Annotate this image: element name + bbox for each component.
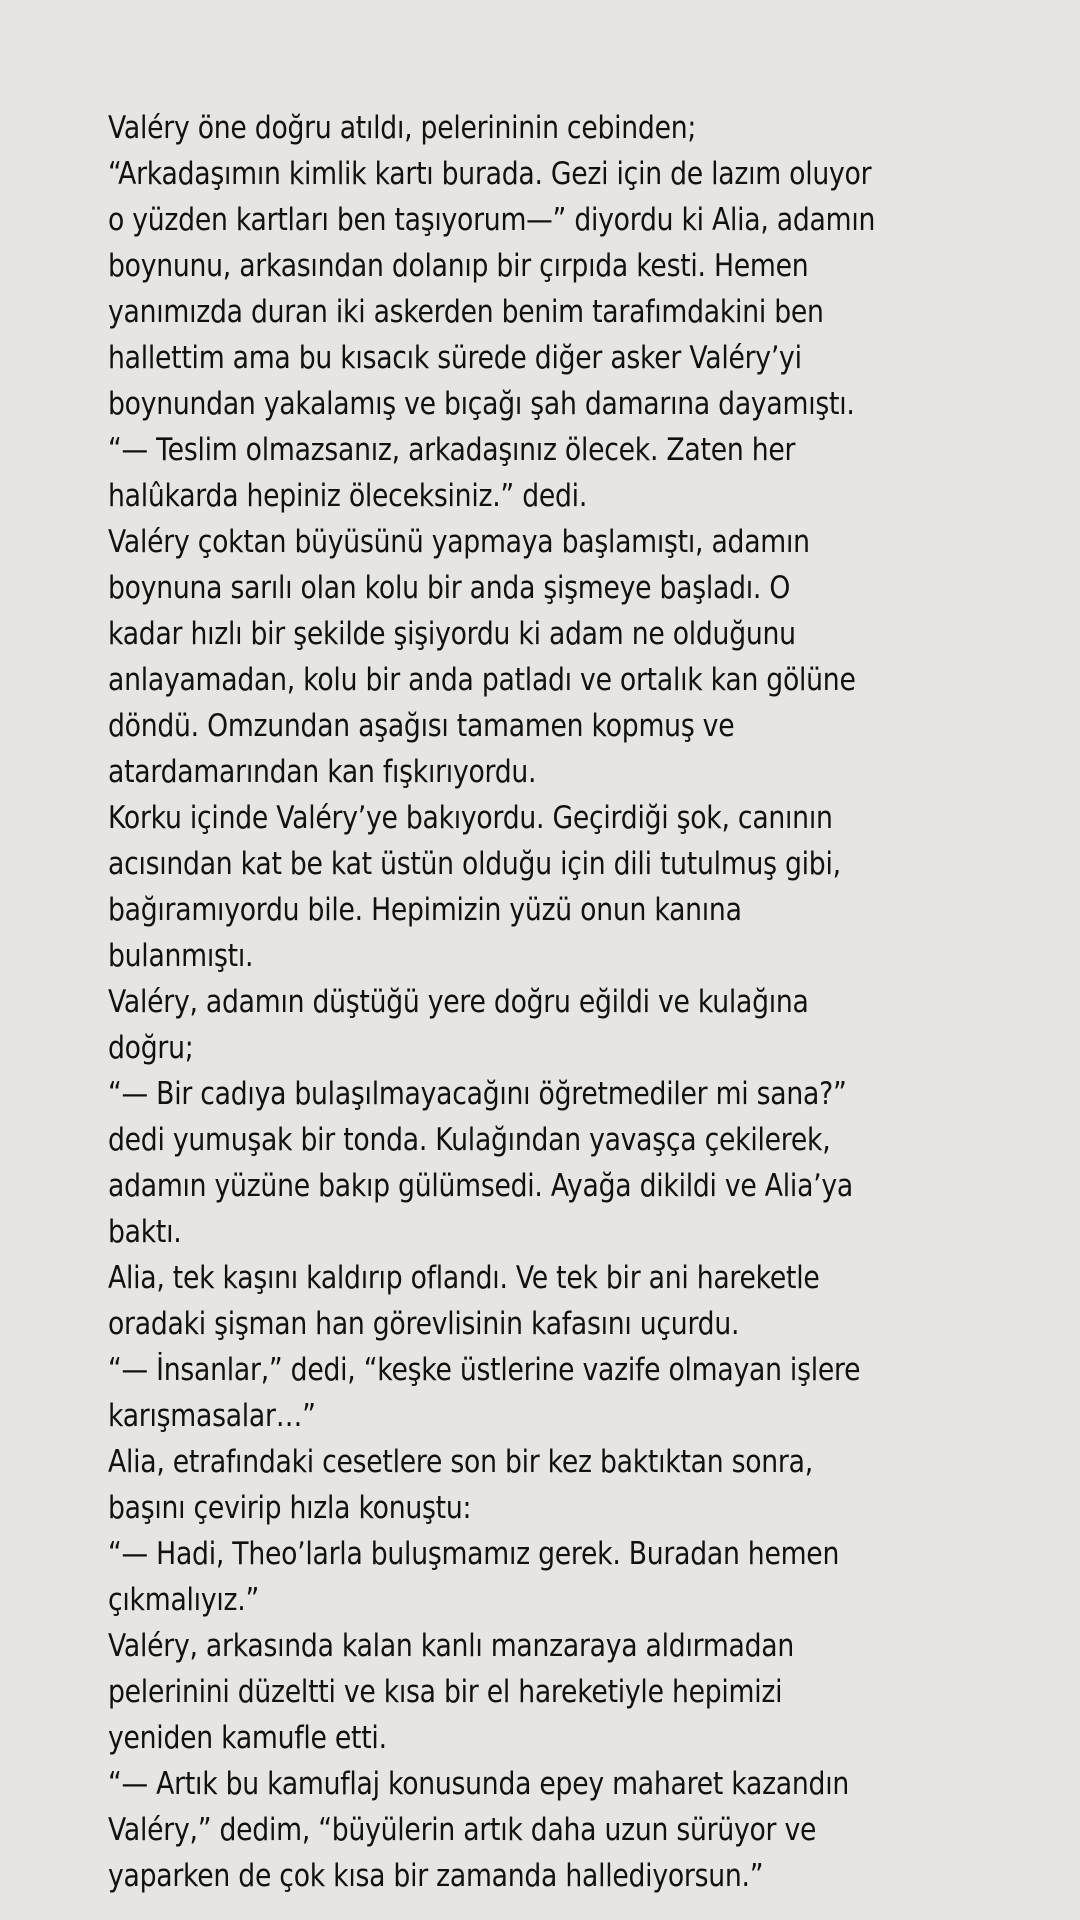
text-line: acısından kat be kat üstün olduğu için dili tutulmuş gibi,	[108, 846, 841, 882]
text-line: Valéry,” dedim, “büyülerin artık daha uzun sürüyor ve	[108, 1812, 817, 1848]
text-line: o yüzden kartları ben taşıyorum—” diyordu ki Alia, adamın	[108, 202, 876, 238]
text-line: halûkarda hepiniz öleceksiniz.” dedi.	[108, 478, 588, 514]
text-line: başını çevirip hızla konuştu:	[108, 1490, 472, 1526]
text-line: Alia, etrafındaki cesetlere son bir kez baktıktan sonra,	[108, 1444, 813, 1480]
text-line: yaparken de çok kısa bir zamanda hallediyorsun.”	[108, 1858, 764, 1894]
text-line: “— Teslim olmazsanız, arkadaşınız ölecek. Zaten her	[108, 432, 796, 468]
text-line: karışmasalar…”	[108, 1398, 316, 1434]
text-line: Korku içinde Valéry’ye bakıyordu. Geçirdiği şok, canının	[108, 800, 833, 836]
text-line: Alia, tek kaşını kaldırıp oflandı. Ve tek bir ani hareketle	[108, 1260, 820, 1296]
text-line: “— İnsanlar,” dedi, “keşke üstlerine vazife olmayan işlere	[108, 1352, 861, 1388]
text-line: hallettim ama bu kısacık sürede diğer asker Valéry’yi	[108, 340, 802, 376]
text-line: boynundan yakalamış ve bıçağı şah damarına dayamıştı.	[108, 386, 855, 422]
document-page	[108, 105, 1008, 1899]
text-line: bağıramıyordu bile. Hepimizin yüzü onun kanına	[108, 892, 742, 928]
text-line: “Arkadaşımın kimlik kartı burada. Gezi için de lazım oluyor	[108, 156, 872, 192]
text-line: kadar hızlı bir şekilde şişiyordu ki adam ne olduğunu	[108, 616, 796, 652]
text-line: doğru;	[108, 1030, 194, 1066]
text-line: yeniden kamufle etti.	[108, 1720, 387, 1756]
text-line: “— Artık bu kamuflaj konusunda epey maharet kazandın	[108, 1766, 849, 1802]
text-line: Valéry, adamın düştüğü yere doğru eğildi ve kulağına	[108, 984, 809, 1020]
text-line: çıkmalıyız.”	[108, 1582, 259, 1618]
text-line: pelerinini düzeltti ve kısa bir el hareketiyle hepimizi	[108, 1674, 783, 1710]
text-line: Valéry, arkasında kalan kanlı manzaraya aldırmadan	[108, 1628, 795, 1664]
text-line: “— Bir cadıya bulaşılmayacağını öğretmediler mi sana?”	[108, 1076, 847, 1112]
text-line: “— Hadi, Theo’larla buluşmamız gerek. Buradan hemen	[108, 1536, 840, 1572]
text-line: bulanmıştı.	[108, 938, 254, 974]
text-line: Valéry öne doğru atıldı, pelerininin cebinden;	[108, 110, 697, 146]
text-line: atardamarından kan fışkırıyordu.	[108, 754, 537, 790]
text-line: döndü. Omzundan aşağısı tamamen kopmuş ve	[108, 708, 735, 744]
text-line: yanımızda duran iki askerden benim tarafımdakini ben	[108, 294, 824, 330]
text-line: dedi yumuşak bir tonda. Kulağından yavaşça çekilerek,	[108, 1122, 831, 1158]
text-line: anlayamadan, kolu bir anda patladı ve ortalık kan gölüne	[108, 662, 856, 698]
text-line: Valéry çoktan büyüsünü yapmaya başlamıştı, adamın	[108, 524, 810, 560]
text-line: boynuna sarılı olan kolu bir anda şişmeye başladı. O	[108, 570, 791, 606]
text-line: adamın yüzüne bakıp gülümsedi. Ayağa dikildi ve Alia’ya	[108, 1168, 853, 1204]
text-line: oradaki şişman han görevlisinin kafasını uçurdu.	[108, 1306, 740, 1342]
text-line: baktı.	[108, 1214, 182, 1250]
text-line: boynunu, arkasından dolanıp bir çırpıda kesti. Hemen	[108, 248, 809, 284]
